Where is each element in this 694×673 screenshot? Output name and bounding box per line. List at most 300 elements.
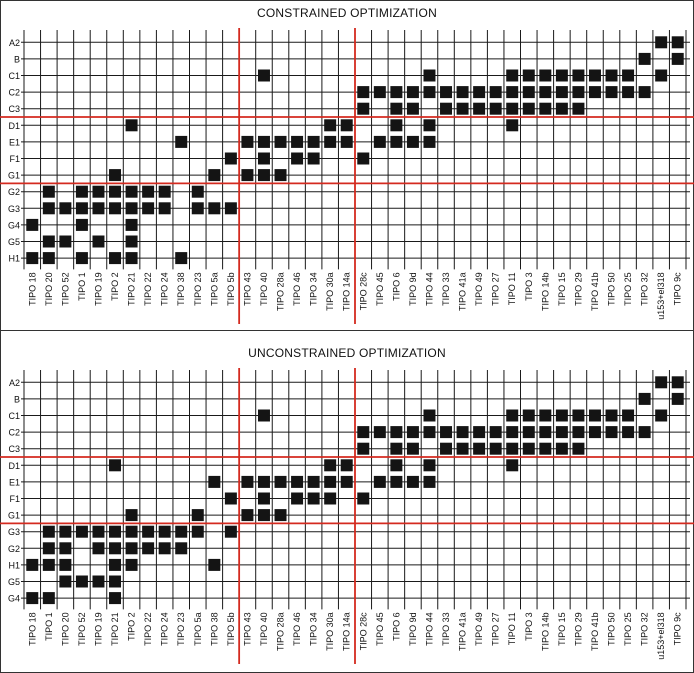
cell-d1-tipo-11 [506,119,518,131]
cell-g3-tipo-5b [225,526,237,538]
cell-c2-tipo-29 [572,426,584,438]
cell-a2-tipo-9c [672,376,684,388]
column-label-tipo-34: TIPO 34 [308,612,319,646]
cell-e1-tipo-44 [423,476,435,488]
cell-g3-tipo-20 [43,202,55,214]
column-label-tipo-52: TIPO 52 [76,612,87,646]
cell-e1-tipo-46 [291,476,303,488]
cell-e1-tipo-28a [275,136,287,148]
cell-e1-tipo-9d [407,136,419,148]
cell-g1-tipo-40 [258,169,270,181]
panel-separator [0,330,694,331]
row-label-h1: H1 [8,253,20,264]
column-label-tipo-9d: TIPO 9d [407,612,418,646]
column-label-tipo-5b: TIPO 5b [225,272,236,306]
cell-c2-tipo-28c [357,86,369,98]
column-label-tipo-9c: TIPO 9c [672,612,683,646]
unconstrained-grid-chart [0,346,694,666]
cell-g5-tipo-21 [126,236,138,248]
cell-c2-tipo-15 [556,426,568,438]
cell-b-tipo-32 [639,53,651,65]
cell-c3-tipo-28c [357,103,369,115]
cell-g5-tipo-20 [43,236,55,248]
cell-c1-tipo-40 [258,410,270,422]
column-label-tipo-46: TIPO 46 [292,272,303,306]
cell-c1-tipo-50 [606,70,618,82]
cell-c1-tipo-50 [606,410,618,422]
cell-g2-tipo-2 [109,186,121,198]
cell-g5-tipo-19 [92,576,104,588]
cell-g5-tipo-20 [59,576,71,588]
cell-f1-tipo-34 [308,493,320,505]
cell-e1-tipo-34 [308,136,320,148]
row-label-g2: G2 [7,187,20,198]
cell-f1-tipo-46 [291,153,303,165]
cell-g3-tipo-52 [76,526,88,538]
column-label-tipo-22: TIPO 22 [143,272,154,306]
cell-h1-tipo-2 [126,559,138,571]
cell-c2-tipo-9d [407,86,419,98]
column-label-tipo-20: TIPO 20 [43,272,54,306]
cell-c3-tipo-29 [572,443,584,455]
cell-g4-tipo-1 [76,219,88,231]
cell-g2-tipo-24 [159,542,171,554]
row-label-g2: G2 [7,543,20,554]
cell-g3-tipo-1 [76,202,88,214]
cell-g2-tipo-19 [92,542,104,554]
cell-c1-tipo-44 [423,70,435,82]
column-label-tipo-46: TIPO 46 [292,612,303,646]
cell-g1-tipo-2 [109,169,121,181]
row-label-g3: G3 [7,203,20,214]
column-label-tipo-49: TIPO 49 [474,612,485,646]
cell-c1-tipo-3 [523,70,535,82]
column-label-tipo-15: TIPO 15 [556,612,567,646]
cell-e1-tipo-40 [258,136,270,148]
cell-d1-tipo-21 [109,459,121,471]
cell-f1-tipo-5b [225,153,237,165]
cell-c3-tipo-3 [523,103,535,115]
cell-h1-tipo-21 [109,559,121,571]
cell-g3-tipo-24 [159,202,171,214]
cell-g4-tipo-21 [109,592,121,604]
cell-c2-tipo-50 [606,426,618,438]
cell-c1-tipo-40 [258,70,270,82]
column-label-tipo-52: TIPO 52 [60,272,71,306]
column-label-tipo-34: TIPO 34 [308,272,319,306]
column-label-tipo-33: TIPO 33 [441,272,452,306]
cell-c1-tipo-15 [556,70,568,82]
cell-c2-tipo-15 [556,86,568,98]
cell-d1-tipo-11 [506,459,518,471]
cell-c2-tipo-25 [622,86,634,98]
cell-c2-tipo-27 [490,86,502,98]
cell-c2-tipo-6 [390,86,402,98]
cell-c3-tipo-6 [390,443,402,455]
cell-g2-tipo-21 [126,186,138,198]
cell-c2-tipo-49 [473,426,485,438]
cell-c2-tipo-41a [457,426,469,438]
row-label-e1: E1 [8,477,20,488]
cell-a2-u153-el318 [655,376,667,388]
cell-e1-tipo-34 [308,476,320,488]
column-label-tipo-1: TIPO 1 [76,272,87,301]
cell-b-tipo-9c [672,53,684,65]
column-label-tipo-11: TIPO 11 [507,272,518,306]
cell-c1-u153-el318 [655,410,667,422]
cell-f1-tipo-40 [258,493,270,505]
cell-g5-tipo-52 [76,576,88,588]
row-label-g1: G1 [7,510,20,521]
cell-c3-tipo-41a [457,443,469,455]
cell-f1-tipo-28c [357,153,369,165]
cell-c2-tipo-41a [457,86,469,98]
column-label-tipo-41a: TIPO 41a [457,272,468,311]
row-labels [8,378,20,604]
column-label-u153-el318: u153+el318 [656,272,667,320]
cell-c3-tipo-15 [556,443,568,455]
cell-g3-tipo-2 [126,526,138,538]
column-label-tipo-23: TIPO 23 [192,272,203,306]
column-label-tipo-30a: TIPO 30a [325,612,336,651]
cell-c2-tipo-14b [539,426,551,438]
cell-h1-tipo-38 [208,559,220,571]
column-label-tipo-43: TIPO 43 [242,272,253,306]
cell-e1-tipo-6 [390,476,402,488]
cell-h1-tipo-1 [76,252,88,264]
cell-c2-tipo-14b [539,86,551,98]
column-label-tipo-22: TIPO 22 [143,612,154,646]
cell-c2-tipo-25 [622,426,634,438]
cell-h1-tipo-21 [126,252,138,264]
column-label-tipo-29: TIPO 29 [573,612,584,646]
column-label-tipo-29: TIPO 29 [573,272,584,306]
column-label-tipo-49: TIPO 49 [474,272,485,306]
cell-d1-tipo-6 [390,119,402,131]
column-label-tipo-5b: TIPO 5b [225,612,236,646]
cell-g3-tipo-5a [208,202,220,214]
cell-g3-tipo-20 [59,526,71,538]
cell-c1-tipo-15 [556,410,568,422]
cell-c3-tipo-27 [490,443,502,455]
row-label-c1: C1 [8,71,20,81]
cell-c3-tipo-49 [473,443,485,455]
column-label-tipo-21: TIPO 21 [126,272,137,306]
cell-e1-tipo-38 [208,476,220,488]
column-label-tipo-44: TIPO 44 [424,272,435,306]
cell-c2-tipo-41b [589,86,601,98]
row-label-c3: C3 [8,444,20,455]
cell-e1-tipo-30a [324,476,336,488]
cell-d1-tipo-6 [390,459,402,471]
cell-g2-tipo-2 [126,542,138,554]
cell-c1-tipo-29 [572,410,584,422]
column-label-tipo-28a: TIPO 28a [275,612,286,651]
column-label-tipo-40: TIPO 40 [258,612,269,646]
cell-c2-tipo-32 [639,86,651,98]
cell-g3-tipo-19 [92,526,104,538]
column-label-tipo-38: TIPO 38 [209,612,220,646]
cell-e1-tipo-6 [390,136,402,148]
cell-g2-tipo-1 [76,186,88,198]
column-label-tipo-14a: TIPO 14a [341,272,352,311]
column-label-tipo-44: TIPO 44 [424,612,435,646]
cell-c3-tipo-14b [539,443,551,455]
cell-h1-tipo-18 [26,252,38,264]
cell-c1-tipo-14b [539,70,551,82]
cell-g2-tipo-20 [59,542,71,554]
cell-h1-tipo-1 [43,559,55,571]
cell-c2-tipo-6 [390,426,402,438]
column-label-tipo-20: TIPO 20 [60,612,71,646]
cell-g3-tipo-52 [59,202,71,214]
cell-e1-tipo-38 [175,136,187,148]
column-label-tipo-18: TIPO 18 [27,612,38,646]
column-label-tipo-50: TIPO 50 [606,612,617,646]
cell-a2-tipo-9c [672,36,684,48]
cell-g1-tipo-28a [275,509,287,521]
column-label-tipo-9c: TIPO 9c [672,272,683,306]
column-label-tipo-50: TIPO 50 [606,272,617,306]
cell-c2-tipo-45 [374,426,386,438]
column-label-tipo-45: TIPO 45 [374,272,385,306]
cell-g4-tipo-1 [43,592,55,604]
column-label-tipo-30a: TIPO 30a [325,272,336,311]
cell-c3-tipo-27 [490,103,502,115]
cell-g1-tipo-2 [126,509,138,521]
column-label-tipo-3: TIPO 3 [523,272,534,301]
cell-c1-tipo-41b [589,410,601,422]
row-label-h1: H1 [8,560,20,571]
column-label-tipo-28c: TIPO 28c [358,272,369,311]
cell-g1-tipo-43 [241,169,253,181]
cell-b-tipo-9c [672,393,684,405]
cell-g5-tipo-52 [59,236,71,248]
cell-d1-tipo-44 [423,459,435,471]
cell-g3-tipo-23 [192,202,204,214]
row-label-c2: C2 [8,427,20,438]
cell-c3-tipo-9d [407,103,419,115]
cell-e1-tipo-43 [241,476,253,488]
column-label-tipo-45: TIPO 45 [374,612,385,646]
row-label-a2: A2 [8,37,20,48]
cell-d1-tipo-30a [324,459,336,471]
row-label-f1: F1 [9,154,20,164]
cell-c2-tipo-45 [374,86,386,98]
column-label-tipo-19: TIPO 19 [93,612,104,646]
cell-c3-tipo-11 [506,443,518,455]
column-label-tipo-6: TIPO 6 [391,272,402,301]
cell-g3-tipo-2 [109,202,121,214]
cell-e1-tipo-45 [374,476,386,488]
cell-g4-tipo-18 [26,592,38,604]
row-label-b: B [13,54,20,65]
cell-e1-tipo-46 [291,136,303,148]
column-label-tipo-27: TIPO 27 [490,272,501,306]
cell-a2-u153-el318 [655,36,667,48]
cell-e1-tipo-14a [341,476,353,488]
cell-f1-tipo-34 [308,153,320,165]
cell-c1-u153-el318 [655,70,667,82]
cell-g2-tipo-20 [43,186,55,198]
row-label-g5: G5 [7,577,20,587]
constrained-grid-chart [0,6,694,326]
column-label-tipo-18: TIPO 18 [27,272,38,306]
cell-c2-tipo-32 [639,426,651,438]
cell-c3-tipo-41a [457,103,469,115]
cell-f1-tipo-5b [225,493,237,505]
column-label-tipo-23: TIPO 23 [176,612,187,646]
cell-g2-tipo-22 [142,186,154,198]
cell-c2-tipo-11 [506,426,518,438]
cell-g3-tipo-24 [159,526,171,538]
cell-f1-tipo-46 [291,493,303,505]
cell-c2-tipo-44 [423,426,435,438]
row-label-g3: G3 [7,527,20,538]
cell-c1-tipo-41b [589,70,601,82]
cell-c2-tipo-9d [407,426,419,438]
cell-d1-tipo-21 [126,119,138,131]
cell-g1-tipo-43 [241,509,253,521]
column-label-tipo-38: TIPO 38 [176,272,187,306]
cell-g2-tipo-21 [109,542,121,554]
cell-c2-tipo-27 [490,426,502,438]
column-label-tipo-25: TIPO 25 [623,612,634,646]
cell-c3-tipo-11 [506,103,518,115]
cell-c2-tipo-44 [423,86,435,98]
cell-c2-tipo-3 [523,86,535,98]
column-label-tipo-5a: TIPO 5a [192,612,203,646]
column-label-tipo-14b: TIPO 14b [540,612,551,651]
cell-c3-tipo-15 [556,103,568,115]
row-label-f1: F1 [9,494,20,504]
cell-g4-tipo-21 [126,219,138,231]
cell-g3-tipo-22 [142,202,154,214]
column-label-tipo-41b: TIPO 41b [589,612,600,651]
cell-f1-tipo-30a [324,493,336,505]
column-label-tipo-5a: TIPO 5a [209,272,220,306]
row-labels [8,38,20,264]
cell-g4-tipo-18 [26,219,38,231]
column-label-tipo-6: TIPO 6 [391,612,402,641]
column-label-tipo-14a: TIPO 14a [341,612,352,651]
cell-g1-tipo-5a [208,169,220,181]
cell-c2-tipo-28c [357,426,369,438]
cell-c2-tipo-3 [523,426,535,438]
column-label-tipo-40: TIPO 40 [258,272,269,306]
cell-e1-tipo-40 [258,476,270,488]
chart-title: UNCONSTRAINED OPTIMIZATION [248,346,446,360]
cell-g1-tipo-5a [192,509,204,521]
cell-c3-tipo-33 [440,443,452,455]
row-label-d1: D1 [8,460,20,471]
cell-e1-tipo-30a [324,136,336,148]
cell-c2-tipo-29 [572,86,584,98]
cell-g3-tipo-5b [225,202,237,214]
column-label-tipo-2: TIPO 2 [110,272,121,301]
column-label-tipo-14b: TIPO 14b [540,272,551,311]
cell-h1-tipo-18 [26,559,38,571]
cell-c3-tipo-28c [357,443,369,455]
row-label-g4: G4 [7,220,20,231]
cell-f1-tipo-40 [258,153,270,165]
row-label-a2: A2 [8,377,20,388]
column-label-tipo-28c: TIPO 28c [358,612,369,651]
cell-d1-tipo-44 [423,119,435,131]
cell-d1-tipo-14a [341,459,353,471]
cell-c2-tipo-50 [606,86,618,98]
row-label-g1: G1 [7,170,20,181]
cell-c1-tipo-11 [506,410,518,422]
cell-g2-tipo-23 [175,542,187,554]
column-label-tipo-33: TIPO 33 [441,612,452,646]
cell-c2-tipo-33 [440,426,452,438]
cell-g5-tipo-19 [92,236,104,248]
cell-c3-tipo-14b [539,103,551,115]
cell-g2-tipo-23 [192,186,204,198]
cell-g3-tipo-21 [109,526,121,538]
column-label-tipo-21: TIPO 21 [110,612,121,646]
column-label-tipo-11: TIPO 11 [507,612,518,646]
cell-c1-tipo-25 [622,70,634,82]
column-label-tipo-27: TIPO 27 [490,612,501,646]
cell-e1-tipo-9d [407,476,419,488]
column-label-tipo-28a: TIPO 28a [275,272,286,311]
cell-c3-tipo-29 [572,103,584,115]
cell-g3-tipo-21 [126,202,138,214]
cell-c3-tipo-6 [390,103,402,115]
cell-d1-tipo-14a [341,119,353,131]
column-label-tipo-24: TIPO 24 [159,612,170,646]
cell-c1-tipo-25 [622,410,634,422]
cell-g2-tipo-1 [43,542,55,554]
cell-c2-tipo-11 [506,86,518,98]
row-label-c3: C3 [8,104,20,115]
cell-b-tipo-32 [639,393,651,405]
cell-c1-tipo-14b [539,410,551,422]
cell-e1-tipo-14a [341,136,353,148]
row-label-g5: G5 [7,237,20,247]
cell-h1-tipo-2 [109,252,121,264]
row-label-c2: C2 [8,87,20,98]
column-label-tipo-9d: TIPO 9d [407,272,418,306]
row-label-b: B [13,394,20,405]
row-label-d1: D1 [8,120,20,131]
column-label-tipo-41a: TIPO 41a [457,612,468,651]
cell-e1-tipo-28a [275,476,287,488]
cell-g1-tipo-28a [275,169,287,181]
column-label-tipo-24: TIPO 24 [159,272,170,306]
cell-e1-tipo-45 [374,136,386,148]
cell-c3-tipo-9d [407,443,419,455]
row-label-c1: C1 [8,411,20,421]
cell-c3-tipo-33 [440,103,452,115]
cell-e1-tipo-44 [423,136,435,148]
cell-h1-tipo-20 [59,559,71,571]
cell-g3-tipo-1 [43,526,55,538]
cell-g3-tipo-22 [142,526,154,538]
cell-d1-tipo-30a [324,119,336,131]
column-label-tipo-3: TIPO 3 [523,612,534,641]
cell-e1-tipo-43 [241,136,253,148]
cell-c1-tipo-3 [523,410,535,422]
column-label-tipo-1: TIPO 1 [43,612,54,641]
unconstrained-optimization-panel [0,346,694,666]
column-label-tipo-19: TIPO 19 [93,272,104,306]
cell-g1-tipo-40 [258,509,270,521]
row-label-e1: E1 [8,137,20,148]
row-label-g4: G4 [7,593,20,604]
